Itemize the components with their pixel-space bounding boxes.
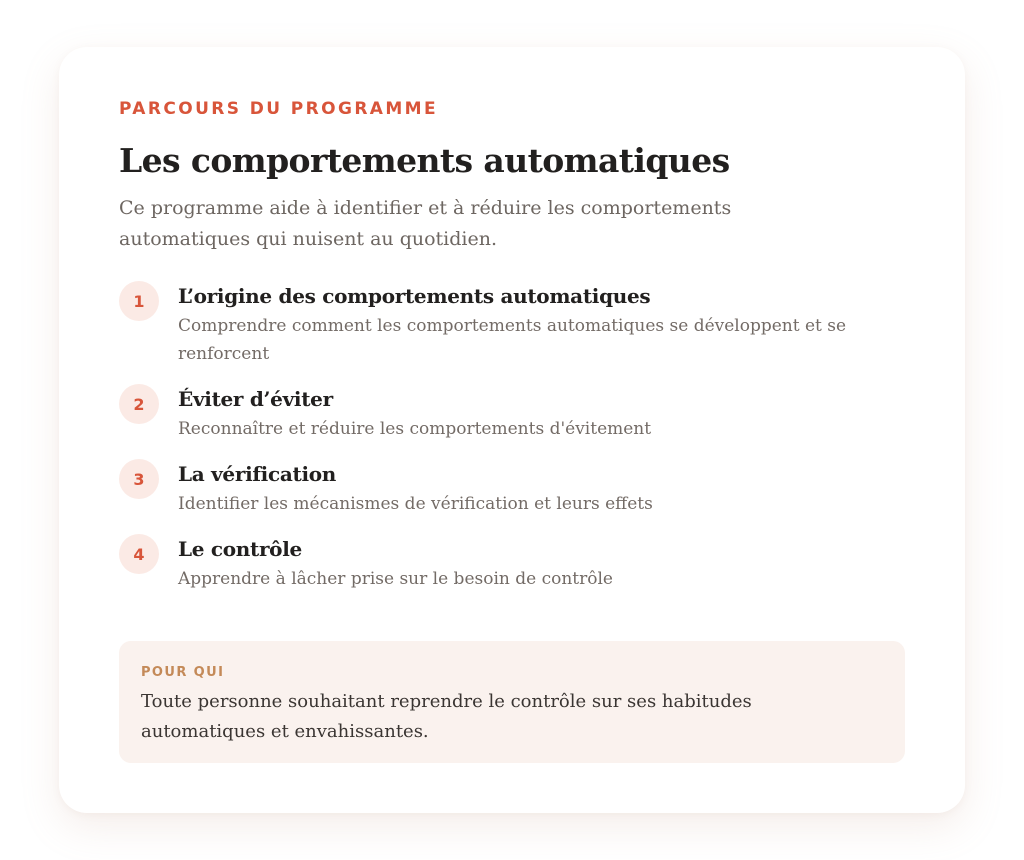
step-title: L’origine des comportements automatiques (178, 284, 651, 308)
step-item (119, 281, 905, 368)
steps-list (119, 281, 905, 593)
step-content (178, 281, 905, 368)
step-description: Comprendre comment les comportements automatiques se développent et se renforcent (178, 316, 847, 364)
step-title: Le contrôle (178, 537, 302, 561)
step-content (178, 459, 905, 518)
step-number-badge: 4 (119, 534, 159, 574)
step-description: Identifier les mécanismes de vérification et leurs effets (178, 494, 653, 514)
step-title: Éviter d’éviter (178, 387, 333, 411)
step-title: La vérification (178, 462, 337, 486)
step-number-badge: 2 (119, 384, 159, 424)
program-description: Ce programme aide à identifier et à réduire les comportements automatiques qui nuisent au quotidien. (119, 197, 732, 250)
step-item (119, 384, 905, 443)
audience-label: POUR QUI (141, 665, 225, 680)
step-item (119, 459, 905, 518)
step-item (119, 534, 905, 593)
program-card (59, 47, 965, 813)
step-description: Apprendre à lâcher prise sur le besoin de contrôle (178, 569, 613, 589)
step-number-badge: 1 (119, 281, 159, 321)
page-title: Les comportements automatiques (119, 141, 730, 180)
step-content (178, 384, 905, 443)
audience-box (119, 641, 905, 763)
audience-text: Toute personne souhaitant reprendre le contrôle sur ses habitudes automatiques et envahissantes. (141, 691, 752, 742)
step-content (178, 534, 905, 593)
step-number-badge: 3 (119, 459, 159, 499)
step-description: Reconnaître et réduire les comportements d'évitement (178, 419, 652, 439)
eyebrow-label: PARCOURS DU PROGRAMME (119, 99, 439, 119)
